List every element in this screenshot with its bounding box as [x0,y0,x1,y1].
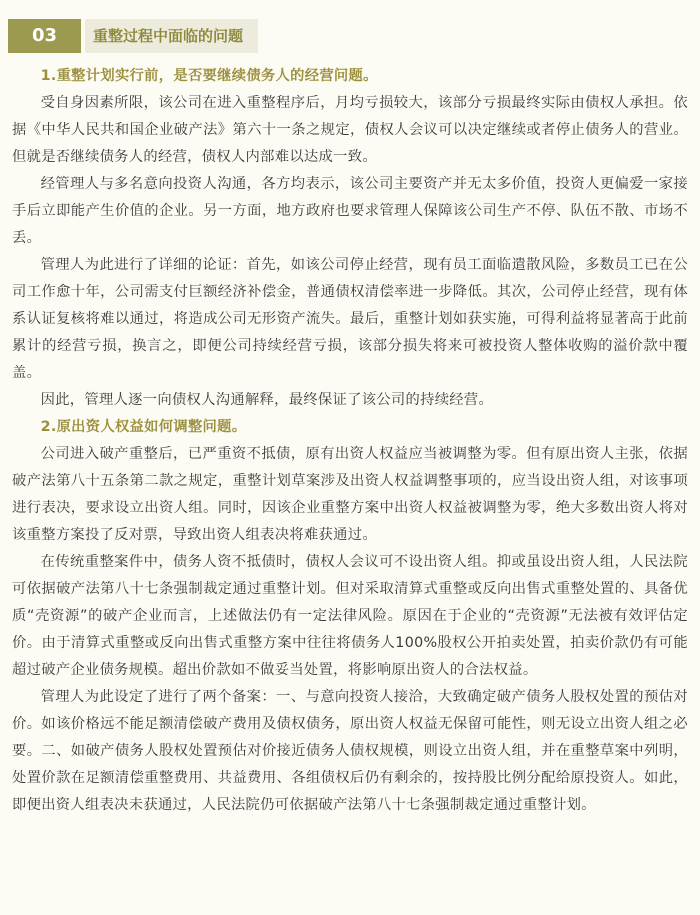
paragraph: 管理人为此设定了进行了两个备案：一、与意向投资人接洽，大致确定破产债务人股权处置的预估对价。如该价格远不能足额清偿破产费用及债权债务，原出资人权益无保留可能性，则无设立出资人组之必要。二、如破产债务人股权处置预估对价接近债务人债权规模，则设立出资人组，并在重整草案中列明，处置价款在足额清偿重整费用、共益费用、各组债权后仍有剩余的，按持股比例分配给原投资人。如此，即便出资人组表决未获通过，人民法院仍可依据破产法第八十七条强制裁定通过重整计划。 [12,689,688,813]
paragraph: 公司进入破产重整后，已严重资不抵债，原有出资人权益应当被调整为零。但有原出资人主张，依据破产法第八十五条第二款之规定，重整计划草案涉及出资人权益调整事项的，应当设出资人组，对该事项进行表决，要求设立出资人组。同时，因该企业重整方案中出资人权益被调整为零，绝大多数出资人将对该重整方案投了反对票，导致出资人组表决将难获通过。 [12,446,688,543]
paragraph: 在传统重整案件中，债务人资不抵债时，债权人会议可不设出资人组。抑或虽设出资人组，人民法院可依据破产法第八十七条强制裁定通过重整计划。但对采取清算式重整或反向出售式重整处置的、具备优质“壳资源”的破产企业而言，上述做法仍有一定法律风险。原因在于企业的“壳资源”无法被有效评估定价。由于清算式重整或反向出售式重整方案中往往将债务人100%股权公开拍卖处置，拍卖价款仍有可能超过破产企业债务规模。超出价款如不做妥当处置，将影响原出资人的合法权益。 [12,554,688,678]
paragraph: 因此，管理人逐一向债权人沟通解释，最终保证了该公司的持续经营。 [40,392,494,408]
article-body [12,63,688,819]
paragraph: 经管理人与多名意向投资人沟通，各方均表示，该公司主要资产并无太多价值，投资人更偏爱一家接手后立即能产生价值的企业。另一方面，地方政府也要求管理人保障该公司生产不停、队伍不散、市场不丢。 [12,176,688,246]
subheading-continue-operation: 1.重整计划实行前，是否要继续债务人的经营问题。 [40,68,378,84]
section-title: 重整过程中面临的问题 [85,19,258,53]
paragraph: 受自身因素所限，该公司在进入重整程序后，月均亏损较大，该部分亏损最终实际由债权人承担。依据《中华人民共和国企业破产法》第六十一条之规定，债权人会议可以决定继续或者停止债务人的营业。但就是否继续债务人的经营，债权人内部难以达成一致。 [12,95,688,165]
section-number-badge: 03 [8,19,81,53]
subheading-shareholder-rights: 2.原出资人权益如何调整问题。 [40,419,247,435]
section-header [8,19,258,53]
paragraph: 管理人为此进行了详细的论证：首先，如该公司停止经营，现有员工面临遣散风险，多数员工已在公司工作愈十年，公司需支付巨额经济补偿金，普通债权清偿率进一步降低。其次，公司停止经营，现有体系认证复核将难以通过，将造成公司无形资产流失。最后，重整计划如获实施，可得利益将显著高于此前累计的经营亏损，换言之，即便公司持续经营亏损，该部分损失将来可被投资人整体收购的溢价款中覆盖。 [12,257,688,381]
